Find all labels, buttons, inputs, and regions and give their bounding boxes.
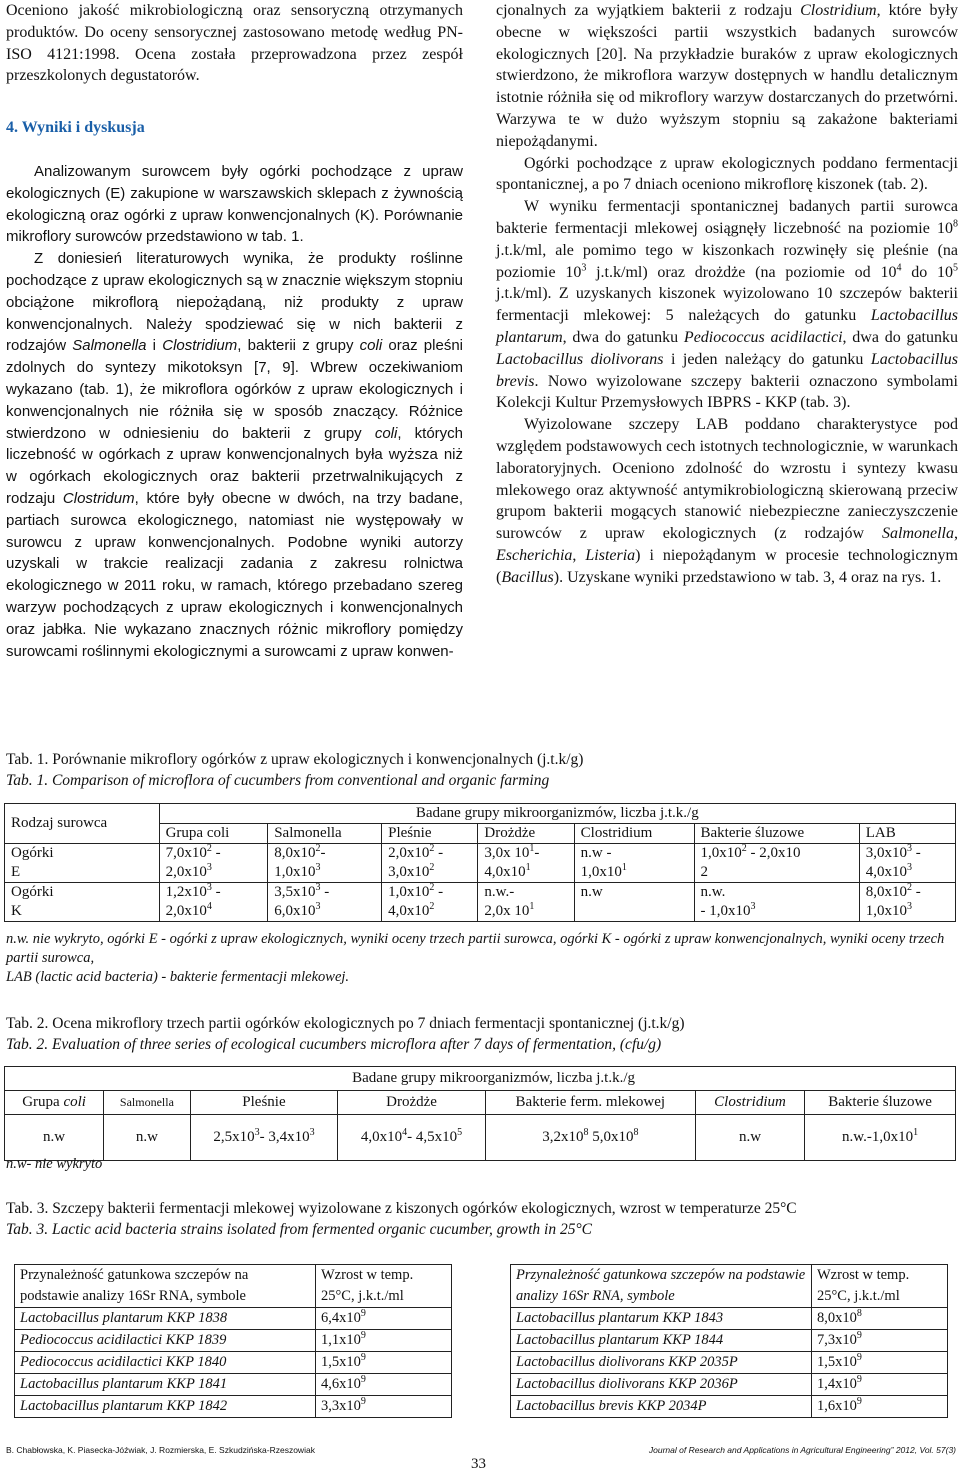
strain-cell	[511, 1352, 812, 1374]
row-label-line: K	[11, 903, 22, 919]
strain-name: Lactobacillus diolivorans KKP 2035P	[516, 1354, 738, 1370]
table2-note: n.w- nie wykryto	[6, 1156, 103, 1172]
value-exp: 3	[315, 901, 321, 912]
footer	[6, 1445, 956, 1455]
paragraph: Ogórki pochodzące z upraw ekologicznych poddano fermentacji spontanicznej, a po 7 dniach oceniono mikroflorę kiszonek (tab. 2).	[496, 154, 958, 194]
strain-name: Lactobacillus brevis KKP 2034P	[516, 1398, 707, 1414]
column-header: Clostridium	[574, 824, 694, 844]
value-line	[274, 902, 375, 921]
column-header: LAB	[859, 824, 955, 844]
value-text: n.w -	[580, 845, 612, 861]
note-line: LAB (lactic acid bacteria) - bakterie fermentacji mlekowej.	[6, 969, 350, 985]
header-cell: Badane grupy mikroorganizmów, liczba j.t.k./g	[159, 804, 955, 824]
table-3-left	[14, 1264, 452, 1418]
value-text: 2	[700, 864, 708, 880]
column-header: Grupa coli	[159, 824, 268, 844]
row-label-line: Ogórki	[11, 845, 54, 861]
value-text: 1,2x10	[165, 884, 207, 900]
value-cell	[382, 883, 478, 922]
value-text: 7,3x10	[817, 1332, 857, 1348]
header-cell: Grupa coli	[5, 1091, 104, 1115]
caption-pl: Tab. 1. Porównanie mikroflory ogórków z upraw ekologicznych i konwencjonalnych (j.t.k/g)	[6, 751, 584, 768]
value-exp: 2	[315, 843, 321, 854]
value-text: 1,6x10	[817, 1398, 857, 1414]
value-exp: 9	[856, 1330, 862, 1342]
paragraph: Wyizolowane szczepy LAB poddano charakterystyce pod względem podstawowych cech istotnych technologicznie, w warunkach laboratoryjnych. Oceniono zdolność do wzrostu i syntezy kwasu mlekowego oraz aktywność antymikrobiologiczną skierowaną przeciw grupom bakterii mogących stanowić niebezpieczne zanieczyszczenie surowców z upraw ekologicznych (z rodzajów Salmonella, Escherichia, Listeria) i niepożądanym w procesie technologicznym (Bacillus). Uzyskane wyniki przedstawiono w tab. 3, 4 oraz na rys. 1.	[496, 416, 959, 586]
value-line	[484, 863, 567, 882]
value-text: 1,0x10	[580, 864, 622, 880]
value-text: -	[911, 884, 921, 900]
section-heading: 4. Wyniki i dyskusja	[6, 119, 145, 137]
strain-cell	[511, 1374, 812, 1396]
strain-cell	[15, 1308, 316, 1330]
footer-journal: Journal of Research and Applications in Agricultural Engineering” 2012, Vol. 57(3)	[648, 1445, 956, 1455]
table-row	[15, 1330, 452, 1352]
strain-name: Pediococcus acidilactici KKP 1839	[20, 1332, 227, 1348]
value-exp: 3	[906, 901, 912, 912]
value-exp: 2	[429, 901, 435, 912]
table-1	[4, 803, 956, 922]
value-exp: 9	[360, 1330, 366, 1342]
value-cell	[268, 883, 382, 922]
table-2	[4, 1066, 956, 1161]
table-3-right	[510, 1264, 948, 1418]
value-text: -	[320, 845, 326, 861]
value-line	[701, 883, 853, 902]
column-header: Pleśnie	[382, 824, 478, 844]
table-row	[15, 1396, 452, 1418]
value-cell	[812, 1374, 948, 1396]
value-line	[166, 902, 262, 921]
value-line	[866, 883, 949, 902]
value-cell	[316, 1330, 452, 1352]
value-line	[484, 883, 567, 902]
value-cell: $2,5x10^3-$ $3,4x10^3$	[190, 1115, 338, 1161]
value-cell	[316, 1352, 452, 1374]
value-line	[274, 883, 375, 902]
value-exp: 1	[621, 862, 627, 873]
value-text: n.w.-	[484, 884, 515, 900]
value-text: 2,0x10	[165, 903, 207, 919]
value-text: -	[211, 884, 221, 900]
value-line	[274, 844, 375, 863]
value-text: 1,0x10	[274, 864, 316, 880]
value-text: 1,0x10	[700, 845, 742, 861]
table2-caption	[6, 1013, 956, 1055]
table-row	[511, 1308, 948, 1330]
header-cell: Wzrost w temp. 25°C, j.k.t./ml	[316, 1265, 452, 1308]
header-cell: Bakterie śluzowe	[805, 1091, 956, 1115]
table-row	[5, 883, 956, 922]
column-header: Drożdże	[478, 824, 574, 844]
row-label	[5, 844, 160, 883]
left-column	[6, 0, 463, 662]
value-text: 2,0x 10	[484, 903, 530, 919]
caption-en: Tab. 3. Lactic acid bacteria strains isolated from fermented organic cucumber, growth in 25°C	[6, 1221, 592, 1238]
table-row	[15, 1308, 452, 1330]
value-cell	[159, 883, 268, 922]
caption-pl: Tab. 2. Ocena mikroflory trzech partii ogórków ekologicznych po 7 dniach fermentacji spontanicznej (j.t.k/g)	[6, 1015, 685, 1032]
value-cell	[812, 1308, 948, 1330]
value-cell	[382, 844, 478, 883]
value-line	[166, 863, 262, 882]
value-exp: 3	[206, 862, 212, 873]
value-text: 6,4x10	[321, 1310, 361, 1326]
value-line	[484, 902, 567, 921]
value-line	[866, 844, 949, 863]
table1-caption	[6, 749, 956, 791]
paragraph: cjonalnych za wyjątkiem bakterii z rodzaju Clostridium, które były obecne w większości partii wszystkich badanych surowców ekologicznych [20]. Na przykładzie buraków z upraw ekologicznych stwierdzono, że mikroflora warzyw dostępnych w handlu detalicznym istotnie różniła się od mikroflory warzyw dostarczanych do przetwórni. Warzywa te w dużo wyższym stopniu są zakażone bakteriami niepożądanymi.	[496, 2, 958, 150]
value-text: -	[434, 845, 444, 861]
strain-cell	[15, 1330, 316, 1352]
value-line	[388, 902, 471, 921]
value-text: 7,0x10	[165, 845, 207, 861]
value-line	[166, 883, 262, 902]
paragraph: W wyniku fermentacji spontanicznej badanych partii surowca bakterie fermentacji mlekowej osiągnęły liczebność na poziomie $10^8$ j.t.k/ml, ale pomimo tego w kiszonkach rozwinęły się pleśnie (na poziomie $10^3$ j.t.k/ml) oraz drożdże (na poziomie od $10^4$ do $10^5$ j.t.k/ml). Z uzyskanych kiszonek wyizolowano 10 szczepów bakterii fermentacji mlekowej: 5 należących do gatunku Lactobacillus plantarum, dwa do gatunku Pediococcus acidilactici, dwa do gatunku Lactobacillus diolivorans i jeden należący do gatunku Lactobacillus brevis. Nowo wyizolowane szczepy bakterii oznaczono symbolami Kolekcji Kultur Przemysłowych IBPRS - KKP (tab. 3).	[496, 198, 959, 412]
table1-note	[6, 930, 956, 987]
header-cell: Bakterie ferm. mlekowej	[485, 1091, 695, 1115]
value-exp: 1	[529, 843, 535, 854]
value-text: 8,0x10	[274, 845, 316, 861]
value-cell: n.w	[5, 1115, 104, 1161]
value-text: 4,6x10	[321, 1376, 361, 1392]
value-exp: 2	[429, 843, 435, 854]
paragraph: Analizowanym surowcem były ogórki pochodzące z upraw ekologicznych (E) zakupione w warszawskich sklepach z żywnością ekologiczną oraz ogórki z upraw konwencjonalnych (K). Porównanie mikroflory surowców przedstawiono w tab. 1.	[6, 162, 463, 246]
table-row	[5, 844, 956, 883]
value-exp: 9	[360, 1374, 366, 1386]
value-line	[388, 863, 471, 882]
value-line	[388, 883, 471, 902]
header-cell: Badane grupy mikroorganizmów, liczba j.t.k./g	[5, 1067, 956, 1091]
value-line	[166, 844, 262, 863]
value-cell	[574, 883, 694, 922]
value-cell	[812, 1330, 948, 1352]
value-line	[866, 902, 949, 921]
strain-cell	[15, 1374, 316, 1396]
value-cell	[268, 844, 382, 883]
right-column	[496, 0, 958, 589]
value-line	[274, 863, 375, 882]
value-exp: 2	[906, 882, 912, 893]
value-line	[388, 844, 471, 863]
header-cell: Pleśnie	[190, 1091, 338, 1115]
strain-name: Lactobacillus plantarum KKP 1841	[20, 1376, 228, 1392]
value-cell	[812, 1352, 948, 1374]
value-exp: 1	[525, 862, 531, 873]
caption-pl: Tab. 3. Szczepy bakterii fermentacji mlekowej wyizolowane z kiszonych ogórków ekologicznych, wzrost w temperaturze 25°C	[6, 1200, 797, 1217]
paragraph: Z doniesień literaturowych wynika, że produkty roślinne pochodzące z upraw ekologicznych są w znacznie większym stopniu obciążone mikroflorą niepożądaną, niż produkty z upraw konwencjonalnych. Należy spodziewać się w nich bakterii z rodzajów Salmonella i Clostridium, bakterii z grupy coli oraz pleśni zdolnych do syntezy mikotoksyn [7, 9]. Wbrew oczekiwaniom wykazano (tab. 1), że mikroflora ogórków z upraw ekologicznych i konwencjonalnych nie różniła się w sposób znaczący. Różnice stwierdzono w odniesieniu do bakterii z grupy coli, których liczebność w ogórkach z upraw konwencjonalnych była wyższa niż w ogórkach ekologicznych oraz bakterii przetrwalnikujących z rodzaju Clostridum, które były obecne w dwóch, na trzy badane, partiach surowca ekologicznego, natomiast nie występowały w surowcu z upraw konwencjonalnych. Podobne wyniki autorzy uzyskali w trakcie realizacji zadania z zakresu rolnictwa ekologicznego w 2011 roku, w ramach, którego przebadano szereg warzyw pochodzących z upraw ekologicznych i konwencjonalnych oraz jabłka. Nie wykazano znacznych różnic mikroflory pomiędzy surowcami roślinnymi ekologicznymi a surowcami z upraw konwen-	[6, 250, 464, 660]
column-header: Salmonella	[268, 824, 382, 844]
value-exp: 9	[360, 1396, 366, 1408]
strain-cell	[511, 1308, 812, 1330]
value-text: 4,0x10	[865, 864, 907, 880]
value-text: 3,0x10	[865, 845, 907, 861]
value-line	[701, 902, 853, 921]
paragraph: Oceniono jakość mikrobiologiczną oraz sensoryczną otrzymanych produktów. Do oceny sensorycznej zastosowano metodę według PN-ISO 4121:1998. Ocena została przeprowadzona przez zespół przeszkolonych degustatorów.	[6, 2, 463, 85]
value-exp: 3	[906, 862, 912, 873]
value-cell	[859, 844, 955, 883]
strain-name: Lactobacillus plantarum KKP 1842	[20, 1398, 228, 1414]
strain-cell	[15, 1396, 316, 1418]
value-exp: 9	[856, 1396, 862, 1408]
header-cell: Przynależność gatunkowa szczepów na podstawie analizy 16Sr RNA, symbole	[15, 1265, 316, 1308]
value-exp: 9	[856, 1374, 862, 1386]
value-cell	[316, 1374, 452, 1396]
value-exp: 3	[315, 882, 321, 893]
value-text: 2,0x10	[165, 864, 207, 880]
value-cell: $n.w.-1,0x10^1$	[805, 1115, 956, 1161]
table-row	[511, 1352, 948, 1374]
header-cell: Przynależność gatunkowa szczepów na podstawie analizy 16Sr RNA, symbole	[511, 1265, 812, 1308]
value-cell	[812, 1396, 948, 1418]
value-exp: 2	[429, 862, 435, 873]
value-line	[701, 863, 853, 882]
value-exp: 9	[360, 1308, 366, 1320]
value-cell	[694, 844, 859, 883]
value-exp: 2	[429, 882, 435, 893]
value-exp: 1	[529, 901, 535, 912]
value-cell: n.w	[695, 1115, 804, 1161]
value-text: -	[534, 845, 540, 861]
value-text: 6,0x10	[274, 903, 316, 919]
value-cell	[859, 883, 955, 922]
value-exp: 8	[856, 1308, 862, 1320]
header-cell: Drożdże	[338, 1091, 486, 1115]
caption-en: Tab. 2. Evaluation of three series of ecological cucumbers microflora after 7 days of fermentation, (cfu/g)	[6, 1036, 662, 1053]
table-row	[511, 1330, 948, 1352]
value-exp: 4	[206, 901, 212, 912]
strain-name: Lactobacillus plantarum KKP 1844	[516, 1332, 724, 1348]
value-cell	[694, 883, 859, 922]
value-text: 3,0x10	[388, 864, 430, 880]
value-text: 3,5x10	[274, 884, 316, 900]
strain-cell	[15, 1352, 316, 1374]
page-number: 33	[471, 1456, 486, 1472]
table-row	[511, 1396, 948, 1418]
value-text: 8,0x10	[865, 884, 907, 900]
value-exp: 9	[856, 1352, 862, 1364]
value-cell	[159, 844, 268, 883]
value-cell	[478, 883, 574, 922]
strain-name: Lactobacillus plantarum KKP 1843	[516, 1310, 724, 1326]
value-text: 3,0x 10	[484, 845, 530, 861]
row-label-line: E	[11, 864, 21, 880]
value-exp: 3	[315, 862, 321, 873]
strain-cell	[511, 1330, 812, 1352]
value-cell: $3,2x10^8$ $5,0x10^8$	[485, 1115, 695, 1161]
value-text: 8,0x10	[817, 1310, 857, 1326]
row-label	[5, 883, 160, 922]
value-cell: $4,0x10^4-$ $4,5x10^5$	[338, 1115, 486, 1161]
table-row	[15, 1352, 452, 1374]
header-cell: Clostridium	[695, 1091, 804, 1115]
strain-name: Lactobacillus diolivorans KKP 2036P	[516, 1376, 738, 1392]
value-line	[484, 844, 567, 863]
value-text: 1,5x10	[321, 1354, 361, 1370]
value-text: n.w	[580, 884, 603, 900]
footer-authors: B. Chabłowska, K. Piasecka-Jóźwiak, J. Rozmierska, E. Szkudzińska-Rzeszowiak	[6, 1445, 315, 1455]
value-text: 1,0x10	[388, 884, 430, 900]
strain-cell	[511, 1396, 812, 1418]
value-text: -	[434, 884, 444, 900]
strain-name: Pediococcus acidilactici KKP 1840	[20, 1354, 227, 1370]
value-text: 1,0x10	[865, 903, 907, 919]
value-text: 4,0x10	[388, 903, 430, 919]
value-cell	[574, 844, 694, 883]
row-label-line: Ogórki	[11, 884, 54, 900]
value-text: 3,3x10	[321, 1398, 361, 1414]
strain-name: Lactobacillus plantarum KKP 1838	[20, 1310, 228, 1326]
column-header: Bakterie śluzowe	[694, 824, 859, 844]
value-text: 1,1x10	[321, 1332, 361, 1348]
value-text: 4,0x10	[484, 864, 526, 880]
value-line	[866, 863, 949, 882]
header-cell: Rodzaj surowca	[5, 804, 160, 844]
value-line	[581, 844, 688, 863]
value-text: - 1,0x10	[700, 903, 751, 919]
value-text: -	[320, 884, 330, 900]
value-exp: 3	[906, 843, 912, 854]
value-line	[581, 883, 688, 902]
value-line	[581, 863, 688, 882]
value-text: -	[211, 845, 221, 861]
value-exp: 2	[741, 843, 747, 854]
value-text: - 2,0x10	[746, 845, 801, 861]
value-exp: 2	[206, 843, 212, 854]
value-text: 2,0x10	[388, 845, 430, 861]
value-text: n.w.	[700, 884, 726, 900]
note-line: n.w. nie wykryto, ogórki E - ogórki z upraw ekologicznych, wyniki oceny trzech partii surowca, ogórki K - ogórki z upraw konwencjonalnych, wyniki oceny trzech partii surowca,	[6, 931, 945, 966]
caption-en: Tab. 1. Comparison of microflora of cucumbers from conventional and organic farming	[6, 772, 550, 789]
table-row	[511, 1374, 948, 1396]
value-text: -	[911, 845, 921, 861]
value-exp: 3	[750, 901, 756, 912]
value-text: 1,5x10	[817, 1354, 857, 1370]
value-cell: n.w	[104, 1115, 191, 1161]
value-line	[701, 844, 853, 863]
value-exp: 9	[360, 1352, 366, 1364]
header-cell: Salmonella	[104, 1091, 191, 1115]
value-cell	[316, 1308, 452, 1330]
value-cell	[316, 1396, 452, 1418]
value-text: 1,4x10	[817, 1376, 857, 1392]
table-row	[15, 1374, 452, 1396]
value-cell	[478, 844, 574, 883]
value-exp: 3	[206, 882, 212, 893]
header-cell: Wzrost w temp. 25°C, j.k.t./ml	[812, 1265, 948, 1308]
table3-caption	[6, 1198, 956, 1240]
